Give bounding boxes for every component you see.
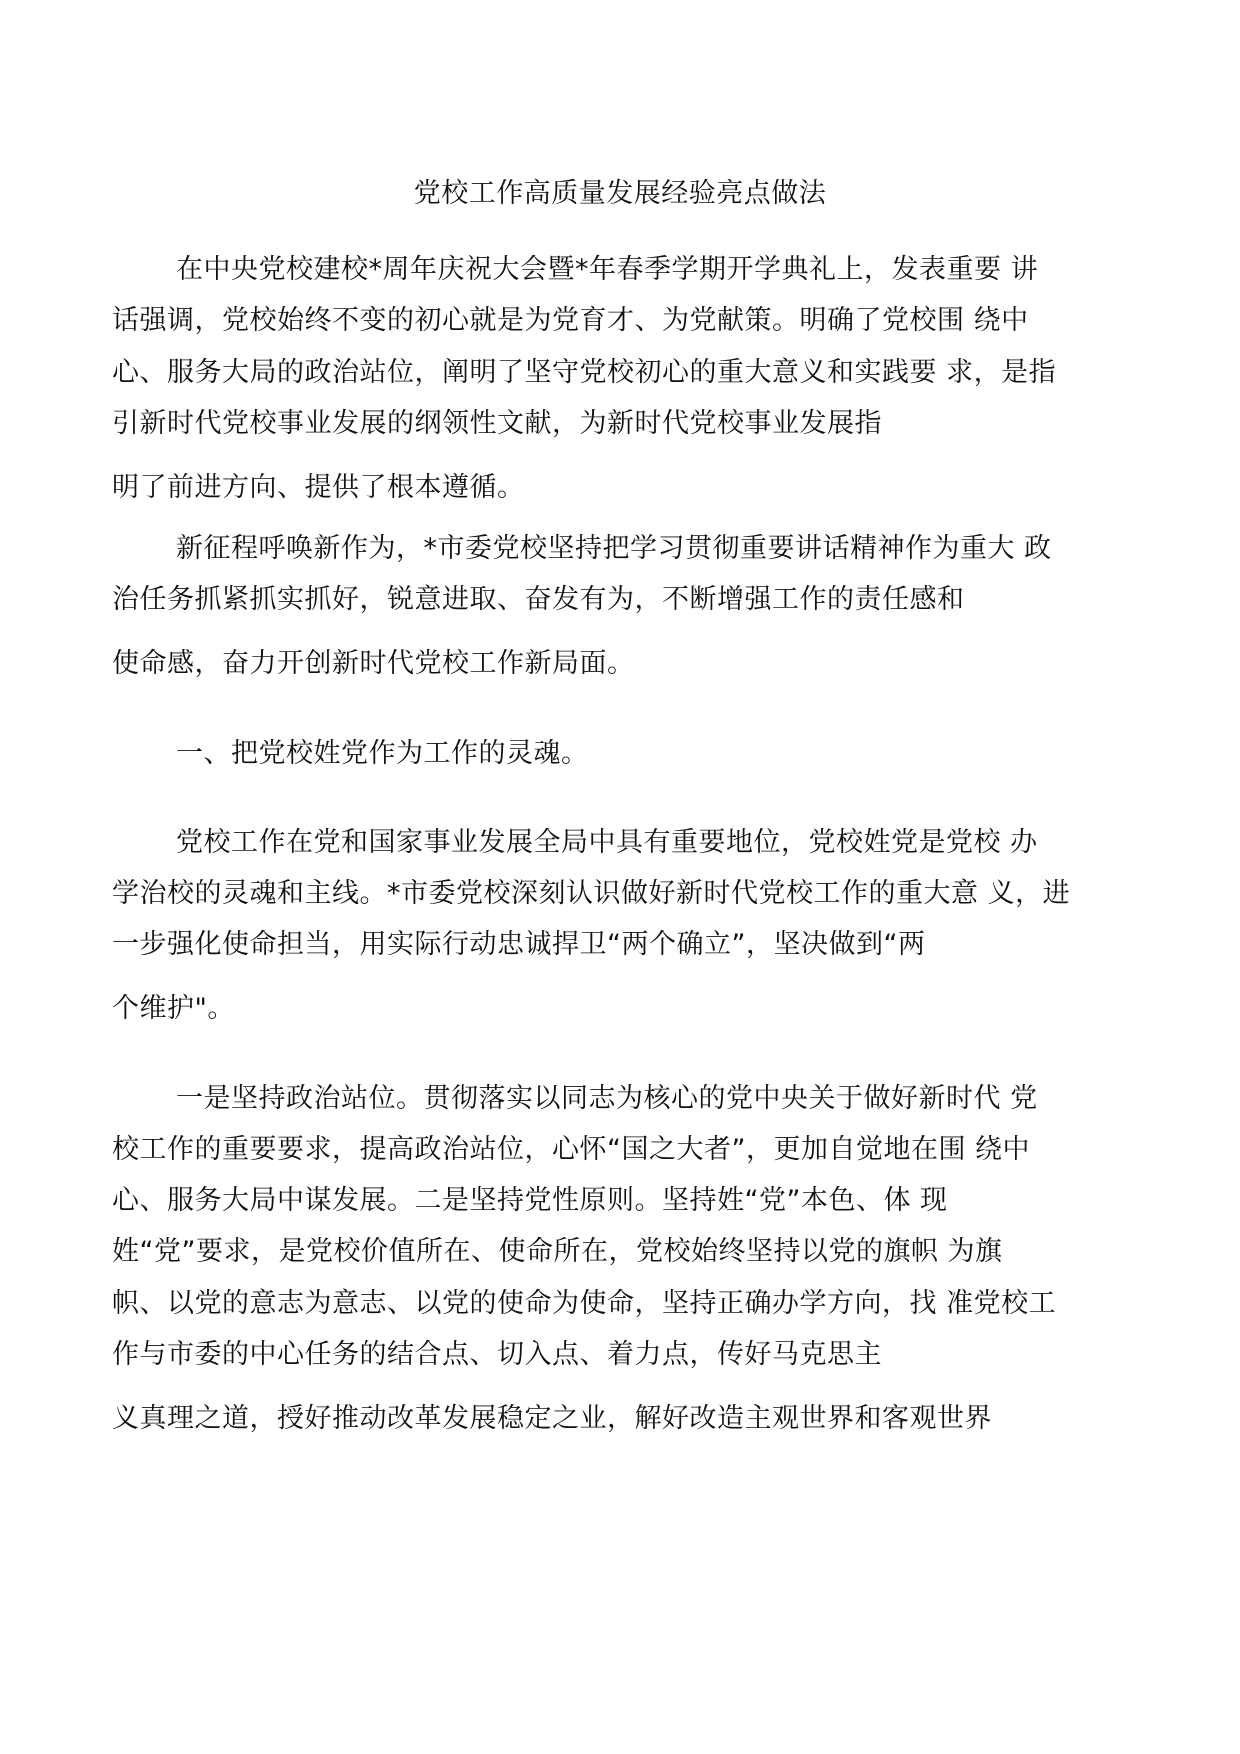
document-title: 党校工作高质量发展经验亮点做法	[413, 178, 827, 209]
paragraph-line: 引新时代党校事业发展的纲领性文献，为新时代党校事业发展指	[112, 408, 882, 439]
paragraph-line: 党校工作在党和国家事业发展全局中具有重要地位，党校姓党是党校 办	[176, 827, 1038, 858]
paragraph-line: 明了前进方向、提供了根本遵循。	[112, 472, 525, 503]
paragraph-line: 话强调，党校始终不变的初心就是为党育才、为党献策。明确了党校围 绕中	[112, 305, 1029, 336]
paragraph-line: 新征程呼唤新作为，*市委党校坚持把学习贯彻重要讲话精神作为重大 政	[176, 533, 1052, 564]
paragraph-line: 使命感，奋力开创新时代党校工作新局面。	[112, 648, 635, 679]
paragraph-line: 在中央党校建校*周年庆祝大会暨*年春季学期开学典礼上，发表重要 讲	[176, 254, 1039, 285]
paragraph-line: 个维护"。	[112, 993, 235, 1024]
section-heading: 一、把党校姓党作为工作的灵魂。	[176, 738, 589, 769]
paragraph-line: 心、服务大局中谋发展。二是坚持党性原则。坚持姓“党”本色、体 现	[112, 1185, 948, 1216]
paragraph-line: 义真理之道，授好推动改革发展稳定之业，解好改造主观世界和客观世界	[112, 1403, 992, 1434]
paragraph-line: 治任务抓紧抓实抓好，锐意进取、奋发有为，不断增强工作的责任感和	[112, 584, 965, 615]
paragraph-line: 学治校的灵魂和主线。*市委党校深刻认识做好新时代党校工作的重大意 义，进	[112, 878, 1071, 909]
paragraph-line: 一步强化使命担当，用实际行动忠诚捍卫“两个确立”，坚决做到“两	[112, 929, 926, 960]
paragraph-line: 作与市委的中心任务的结合点、切入点、着力点，传好马克思主	[112, 1339, 882, 1370]
paragraph-line: 帜、以党的意志为意志、以党的使命为使命，坚持正确办学方向，找 准党校工	[112, 1288, 1057, 1319]
paragraph-line: 校工作的重要要求，提高政治站位，心怀“国之大者”，更加自觉地在围 绕中	[112, 1134, 1031, 1165]
paragraph-line: 一是坚持政治站位。贯彻落实以同志为核心的党中央关于做好新时代 党	[176, 1083, 1038, 1114]
paragraph-line: 心、服务大局的政治站位，阐明了坚守党校初心的重大意义和实践要 求，是指	[112, 357, 1057, 388]
paragraph-line: 姓“党”要求，是党校价值所在、使命所在，党校始终坚持以党的旗帜 为旗	[112, 1236, 1003, 1267]
